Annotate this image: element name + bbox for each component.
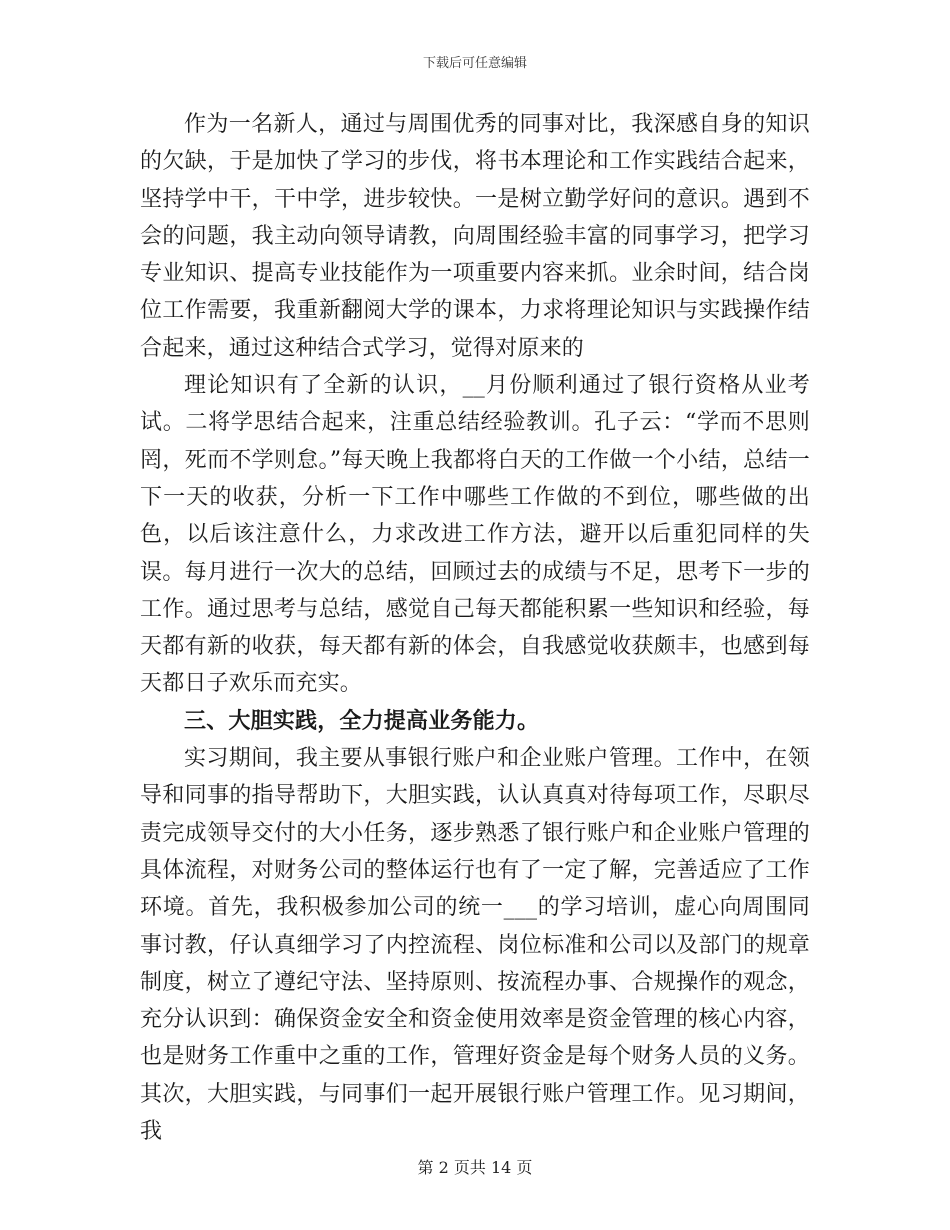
page-header: 下载后可任意编辑 <box>422 56 527 71</box>
page-number: 第 2 页共 14 页 <box>417 1158 533 1177</box>
paragraph-study: 作为一名新人，通过与周围优秀的同事对比，我深感自身的知识的欠缺，于是加快了学习的步伐，将书本理论和工作实践结合起来，坚持学中干，干中学，进步较快。一是树立勤学好问的意识。遇到不会的问题，我主动向领导请教，向周围经验丰富的同事学习，把学习专业知识、提高专业技能作为一项重要内容来抓。业余时间，结合岗位工作需要，我重新翻阅大学的课本，力求将理论知识与实践操作结合起来，通过这种结合式学习，觉得对原来的 <box>140 112 810 361</box>
paragraph-practice: 实习期间，我主要从事银行账户和企业账户管理。工作中，在领导和同事的指导帮助下，大胆实践，认认真真对待每项工作，尽职尽责完成领导交付的大小任务，逐步熟悉了银行账户和企业账户管理的具体流程，对财务公司的整体运行也有了一定了解，完善适应了工作环境。首先，我积极参加公司的统一___的学习培训，虚心向周围同事讨教，仔认真细学习了内控流程、岗位标准和公司以及部门的规章制度，树立了遵纪守法、坚持原则、按流程办事、合规操作的观念，充分认识到：确保资金安全和资金使用效率是资金管理的核心内容，也是财务工作重中之重的工作，管理好资金是每个财务人员的义务。其次，大胆实践，与同事们一起开展银行账户管理工作。见习期间，我 <box>140 746 810 1145</box>
paragraph-reflection: 理论知识有了全新的认识，__月份顺利通过了银行资格从业考试。二将学思结合起来，注重总结经验教训。孔子云：“学而不思则罔，死而不学则怠。”每天晚上我都将白天的工作做一个小结，总结一下一天的收获，分析一下工作中哪些工作做的不到位，哪些做的出色，以后该注意什么，力求改进工作方法，避开以后重犯同样的失误。每月进行一次大的总结，回顾过去的成绩与不足，思考下一步的工作。通过思考与总结，感觉自己每天都能积累一些知识和经验，每天都有新的收获，每天都有新的体会，自我感觉收获颇丰，也感到每天都日子欢乐而充实。 <box>140 373 810 697</box>
document-body <box>140 106 810 1150</box>
section-heading: 三、大胆实践，全力提高业务能力。 <box>184 708 540 734</box>
